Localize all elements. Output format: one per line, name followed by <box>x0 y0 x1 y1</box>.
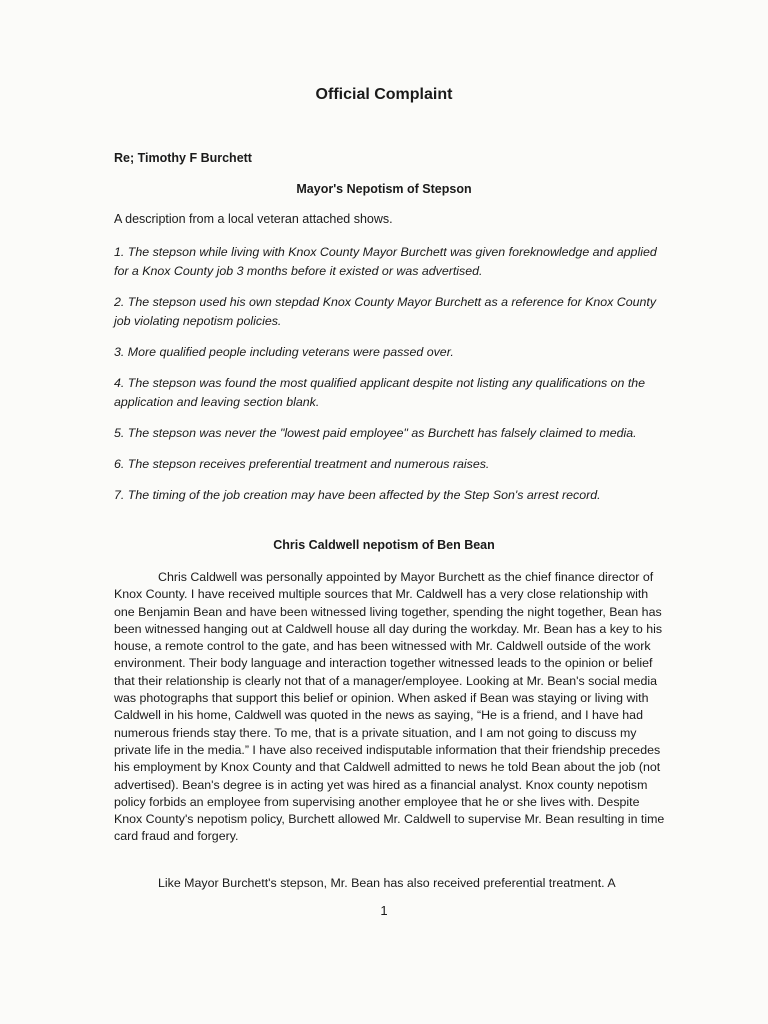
list-item: 2. The stepson used his own stepdad Knox County Mayor Burchett as a reference for Knox County job violating nepotism policies. <box>114 295 657 328</box>
re-line: Re; Timothy F Burchett <box>114 151 252 165</box>
list-item: 1. The stepson while living with Knox County Mayor Burchett was given foreknowledge and applied for a Knox County job 3 months before it existed or was advertised. <box>114 245 657 278</box>
list-item: 7. The timing of the job creation may have been affected by the Step Son's arrest record. <box>114 488 601 502</box>
list-item: 3. More qualified people including veterans were passed over. <box>114 345 454 359</box>
intro-line: A description from a local veteran attached shows. <box>114 212 393 226</box>
body-paragraph-2: Like Mayor Burchett's stepson, Mr. Bean has also received preferential treatment. A <box>158 876 616 890</box>
page-number: 1 <box>380 903 388 918</box>
section-heading-caldwell: Chris Caldwell nepotism of Ben Bean <box>273 538 495 552</box>
document-title: Official Complaint <box>315 86 453 103</box>
list-item: 6. The stepson receives preferential treatment and numerous raises. <box>114 457 490 471</box>
complaint-list <box>114 243 674 517</box>
section-heading-stepson: Mayor's Nepotism of Stepson <box>296 182 472 196</box>
list-item: 4. The stepson was found the most qualified applicant despite not listing any qualifications on the application and leaving section blank. <box>114 376 646 409</box>
list-item: 5. The stepson was never the "lowest paid employee" as Burchett has falsely claimed to media. <box>114 426 637 440</box>
body-paragraph-1: Chris Caldwell was personally appointed by Mayor Burchett as the chief finance director of Knox County. I have received multiple sources that Mr. Caldwell has a very close relationship with one Benjamin Bean and have been witnessed living together, spending the night together, Bean has been witnessed hanging out at Caldwell house all day during the workday. Mr. Bean has a key to his house, a remote control to the gate, and has been witnessed with Mr. Caldwell outside of the work environment. Their body language and interaction together witnessed leads to the opinion or belief that their relationship is clearly not that of a manager/employee. Looking at Mr. Bean's social media was photographs that support this belief or opinion. When asked if Bean was staying or living with Caldwell in his home, Caldwell was quoted in the news as saying, “He is a friend, and I have had numerous friends stay there. To me, that is a private situation, and I am not going to discuss my private life in the media.” I have also received indisputable information that their friendship precedes his employment by Knox County and that Caldwell admitted to news he told Bean about the job (not advertised). Bean's degree is in acting yet was hired as a financial analyst. Knox county nepotism policy forbids an employee from supervising another employee that he or she lives with. Despite Knox County's nepotism policy, Burchett allowed Mr. Caldwell to supervise Mr. Bean resulting in time card fraud and forgery. <box>114 570 665 844</box>
